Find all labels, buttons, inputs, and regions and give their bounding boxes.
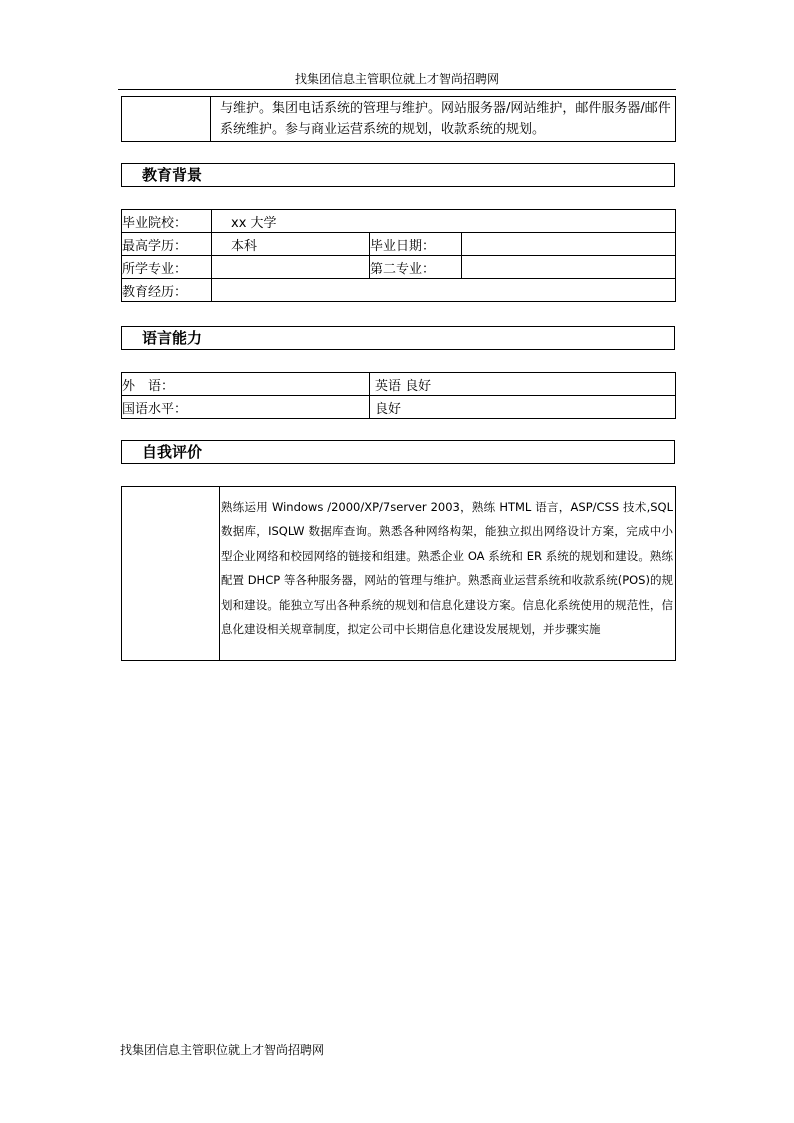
experience-table bbox=[121, 96, 676, 142]
second-major-value bbox=[462, 256, 676, 279]
self-evaluation-label-cell bbox=[122, 487, 220, 661]
page-header: 找集团信息主管职位就上才智尚招聘网 bbox=[294, 72, 499, 86]
foreign-language-label: 外 语： bbox=[122, 373, 370, 396]
school-label: 毕业院校： bbox=[122, 210, 212, 233]
school-value: xx 大学 bbox=[212, 210, 676, 233]
grad-date-value bbox=[462, 233, 676, 256]
major-label: 所学专业： bbox=[122, 256, 212, 279]
language-table bbox=[121, 372, 676, 419]
experience-label-cell bbox=[122, 97, 211, 142]
mandarin-value: 良好 bbox=[370, 396, 676, 419]
education-table bbox=[121, 209, 676, 302]
degree-label: 最高学历： bbox=[122, 233, 212, 256]
mandarin-label: 国语水平： bbox=[122, 396, 370, 419]
table-row bbox=[122, 279, 676, 302]
self-evaluation-table bbox=[121, 486, 676, 661]
experience-text: 与维护。集团电话系统的管理与维护。网站服务器/网站维护，邮件服务器/邮件系统维护。参与商业运营系统的规划，收款系统的规划。 bbox=[211, 97, 676, 142]
foreign-language-value: 英语 良好 bbox=[370, 373, 676, 396]
table-row bbox=[122, 256, 676, 279]
table-row bbox=[122, 233, 676, 256]
language-section-header bbox=[121, 326, 675, 350]
self-evaluation-section-header bbox=[121, 440, 675, 464]
second-major-label: 第二专业： bbox=[370, 256, 462, 279]
education-history-label: 教育经历： bbox=[122, 279, 212, 302]
language-section-title: 语言能力 bbox=[142, 329, 203, 347]
education-history-value bbox=[212, 279, 676, 302]
header-divider bbox=[118, 89, 676, 90]
table-row bbox=[122, 396, 676, 419]
degree-value: 本科 bbox=[212, 233, 370, 256]
self-evaluation-section-title: 自我评价 bbox=[142, 443, 203, 461]
education-section-header bbox=[121, 163, 675, 187]
table-row bbox=[122, 210, 676, 233]
major-value bbox=[212, 256, 370, 279]
table-row bbox=[122, 373, 676, 396]
education-section-title: 教育背景 bbox=[142, 166, 203, 184]
page-footer: 找集团信息主管职位就上才智尚招聘网 bbox=[120, 1043, 325, 1057]
self-evaluation-text: 熟练运用 Windows /2000/XP/7server 2003，熟练 HTML 语言，ASP/CSS 技术,SQL 数据库，ISQLW 数据库查询。熟悉各种网络构架，能独立拟出网络设计方案，完成中小型企业网络和校园网络的链接和组建。熟悉企业 OA 系统和 ER 系统的规划和建设。熟练配置 DHCP 等各种服务器，网站的管理与维护。熟悉商业运营系统和收款系统(POS)的规划和建设。能独立写出各种系统的规划和信息化建设方案。信息化系统使用的规范性，信息化建设相关规章制度，拟定公司中长期信息化建设发展规划，并步骤实施 bbox=[220, 487, 676, 661]
grad-date-label: 毕业日期： bbox=[370, 233, 462, 256]
